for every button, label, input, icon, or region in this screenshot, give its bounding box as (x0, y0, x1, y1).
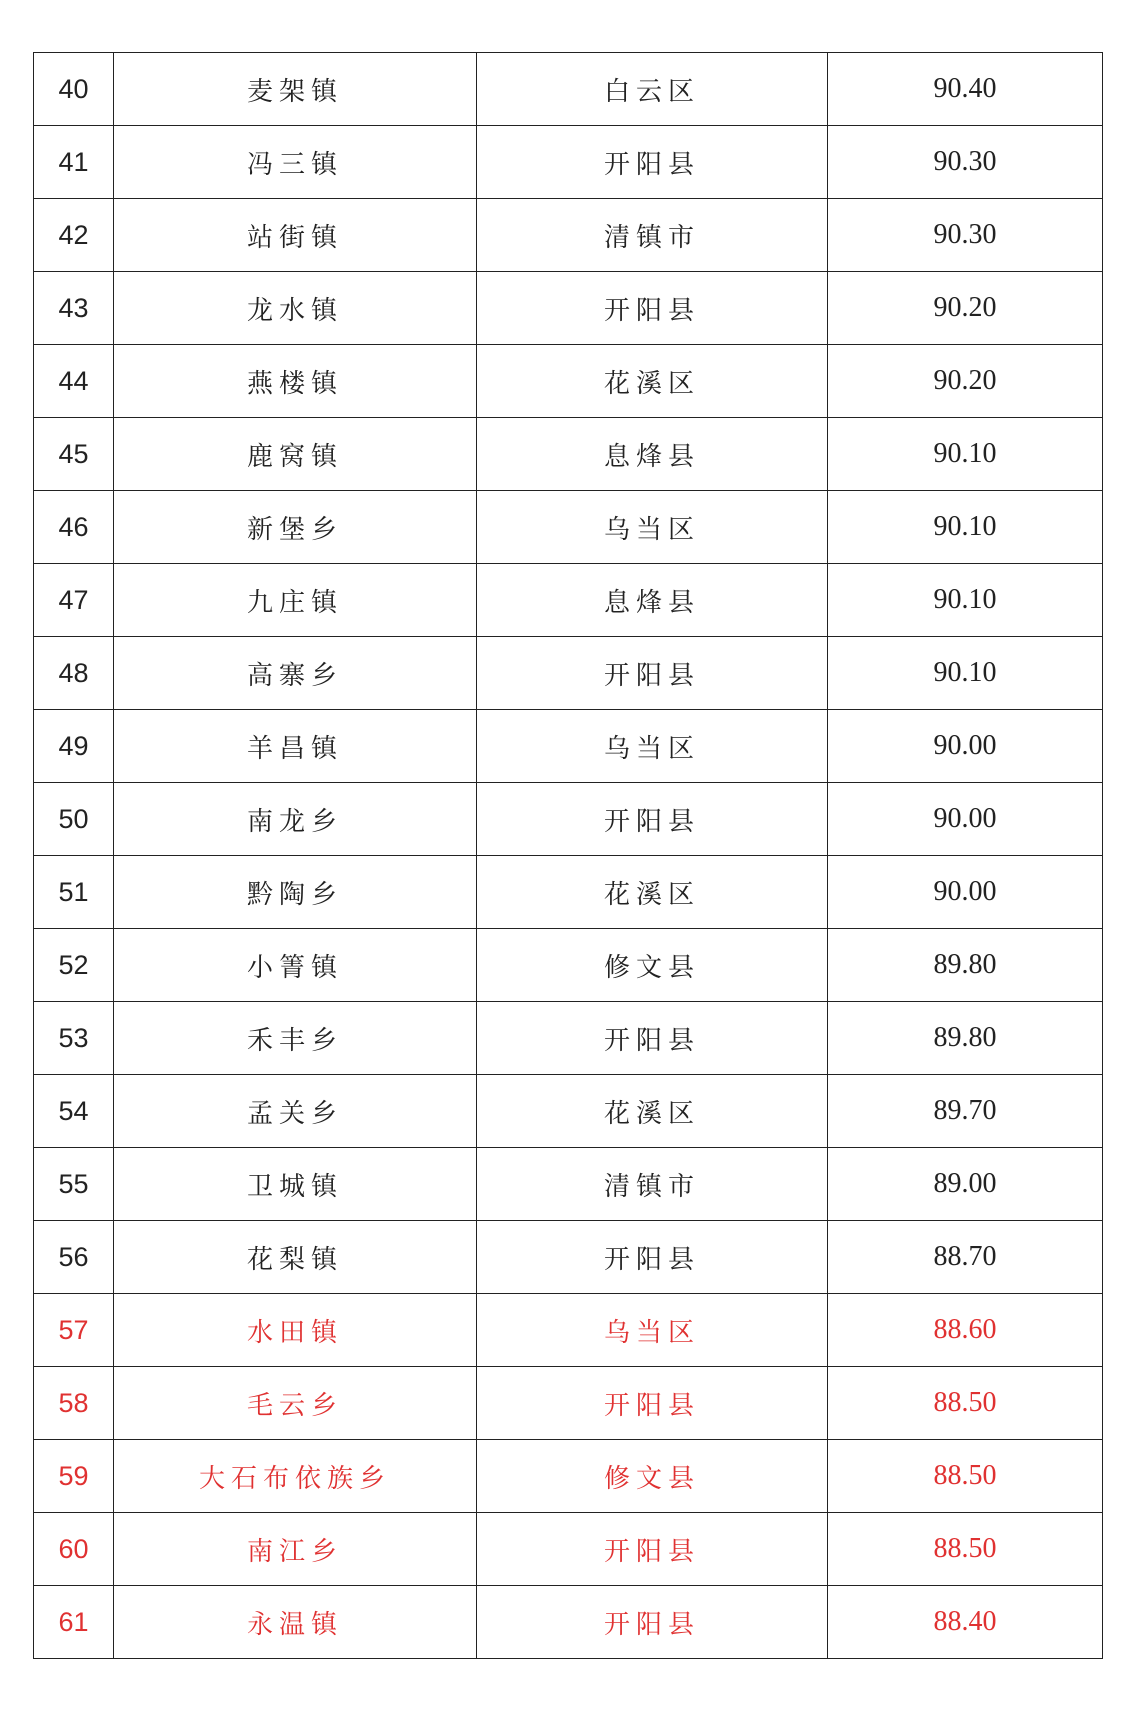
score-cell: 88.50 (828, 1367, 1103, 1440)
table-row (34, 345, 1103, 418)
score-cell: 89.80 (828, 1002, 1103, 1075)
county-cell: 息烽县 (477, 418, 828, 491)
town-cell: 九庄镇 (114, 564, 477, 637)
table-row (34, 1002, 1103, 1075)
county-cell: 修文县 (477, 1440, 828, 1513)
county-cell: 清镇市 (477, 1148, 828, 1221)
town-cell: 水田镇 (114, 1294, 477, 1367)
score-cell: 88.50 (828, 1513, 1103, 1586)
score-cell: 90.10 (828, 637, 1103, 710)
table-row (34, 564, 1103, 637)
town-cell: 新堡乡 (114, 491, 477, 564)
rank-cell: 46 (34, 491, 114, 564)
table-row (34, 1586, 1103, 1659)
score-cell: 90.00 (828, 856, 1103, 929)
rank-cell: 40 (34, 53, 114, 126)
town-cell: 冯三镇 (114, 126, 477, 199)
table-row (34, 1148, 1103, 1221)
county-cell: 乌当区 (477, 710, 828, 783)
table-row (34, 856, 1103, 929)
table-row (34, 126, 1103, 199)
county-cell: 白云区 (477, 53, 828, 126)
town-cell: 孟关乡 (114, 1075, 477, 1148)
rank-cell: 51 (34, 856, 114, 929)
rank-cell: 47 (34, 564, 114, 637)
ranking-table-body (34, 53, 1103, 1659)
rank-cell: 44 (34, 345, 114, 418)
table-row (34, 1294, 1103, 1367)
town-cell: 花梨镇 (114, 1221, 477, 1294)
table-row (34, 1440, 1103, 1513)
town-cell: 南龙乡 (114, 783, 477, 856)
town-cell: 羊昌镇 (114, 710, 477, 783)
score-cell: 90.10 (828, 491, 1103, 564)
town-cell: 南江乡 (114, 1513, 477, 1586)
rank-cell: 42 (34, 199, 114, 272)
county-cell: 开阳县 (477, 783, 828, 856)
score-cell: 90.00 (828, 783, 1103, 856)
county-cell: 乌当区 (477, 1294, 828, 1367)
rank-cell: 48 (34, 637, 114, 710)
score-cell: 90.00 (828, 710, 1103, 783)
county-cell: 开阳县 (477, 1513, 828, 1586)
score-cell: 89.00 (828, 1148, 1103, 1221)
rank-cell: 58 (34, 1367, 114, 1440)
county-cell: 开阳县 (477, 1367, 828, 1440)
town-cell: 高寨乡 (114, 637, 477, 710)
table-row (34, 1075, 1103, 1148)
county-cell: 开阳县 (477, 1002, 828, 1075)
score-cell: 88.70 (828, 1221, 1103, 1294)
county-cell: 乌当区 (477, 491, 828, 564)
ranking-table (33, 52, 1103, 1659)
table-row (34, 53, 1103, 126)
town-cell: 鹿窝镇 (114, 418, 477, 491)
rank-cell: 61 (34, 1586, 114, 1659)
score-cell: 90.20 (828, 272, 1103, 345)
town-cell: 黔陶乡 (114, 856, 477, 929)
score-cell: 90.40 (828, 53, 1103, 126)
table-row (34, 637, 1103, 710)
town-cell: 毛云乡 (114, 1367, 477, 1440)
score-cell: 90.10 (828, 418, 1103, 491)
score-cell: 90.20 (828, 345, 1103, 418)
town-cell: 站街镇 (114, 199, 477, 272)
rank-cell: 50 (34, 783, 114, 856)
score-cell: 88.40 (828, 1586, 1103, 1659)
county-cell: 花溪区 (477, 1075, 828, 1148)
score-cell: 88.50 (828, 1440, 1103, 1513)
table-row (34, 783, 1103, 856)
rank-cell: 54 (34, 1075, 114, 1148)
county-cell: 息烽县 (477, 564, 828, 637)
score-cell: 89.80 (828, 929, 1103, 1002)
table-row (34, 1367, 1103, 1440)
town-cell: 小箐镇 (114, 929, 477, 1002)
county-cell: 开阳县 (477, 126, 828, 199)
score-cell: 88.60 (828, 1294, 1103, 1367)
rank-cell: 41 (34, 126, 114, 199)
rank-cell: 55 (34, 1148, 114, 1221)
table-row (34, 1513, 1103, 1586)
rank-cell: 52 (34, 929, 114, 1002)
score-cell: 90.30 (828, 126, 1103, 199)
town-cell: 永温镇 (114, 1586, 477, 1659)
county-cell: 花溪区 (477, 345, 828, 418)
rank-cell: 59 (34, 1440, 114, 1513)
county-cell: 清镇市 (477, 199, 828, 272)
town-cell: 麦架镇 (114, 53, 477, 126)
score-cell: 90.10 (828, 564, 1103, 637)
table-row (34, 929, 1103, 1002)
county-cell: 开阳县 (477, 272, 828, 345)
county-cell: 开阳县 (477, 637, 828, 710)
rank-cell: 49 (34, 710, 114, 783)
score-cell: 89.70 (828, 1075, 1103, 1148)
rank-cell: 45 (34, 418, 114, 491)
county-cell: 开阳县 (477, 1586, 828, 1659)
county-cell: 开阳县 (477, 1221, 828, 1294)
rank-cell: 53 (34, 1002, 114, 1075)
town-cell: 卫城镇 (114, 1148, 477, 1221)
rank-cell: 60 (34, 1513, 114, 1586)
town-cell: 燕楼镇 (114, 345, 477, 418)
table-row (34, 418, 1103, 491)
table-row (34, 491, 1103, 564)
table-row (34, 272, 1103, 345)
rank-cell: 43 (34, 272, 114, 345)
town-cell: 龙水镇 (114, 272, 477, 345)
county-cell: 花溪区 (477, 856, 828, 929)
county-cell: 修文县 (477, 929, 828, 1002)
score-cell: 90.30 (828, 199, 1103, 272)
rank-cell: 56 (34, 1221, 114, 1294)
table-row (34, 199, 1103, 272)
town-cell: 大石布依族乡 (114, 1440, 477, 1513)
town-cell: 禾丰乡 (114, 1002, 477, 1075)
rank-cell: 57 (34, 1294, 114, 1367)
table-row (34, 710, 1103, 783)
table-row (34, 1221, 1103, 1294)
